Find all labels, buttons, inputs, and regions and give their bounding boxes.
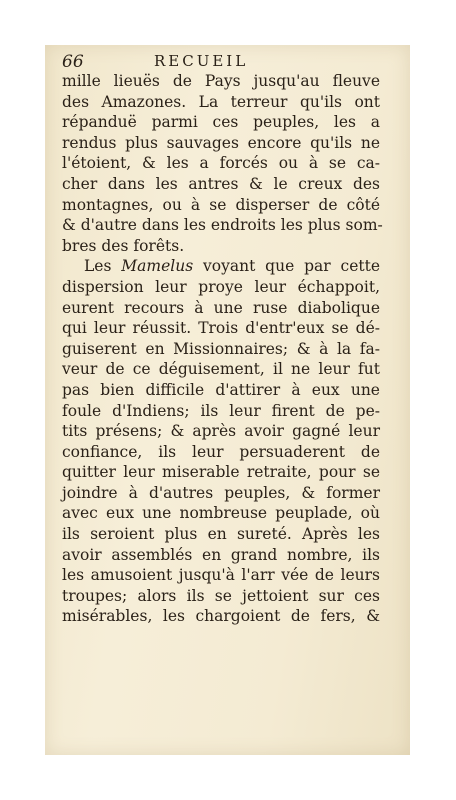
text-line: répanduë parmi ces peuples, les a: [62, 113, 380, 132]
text-line: les amusoient jusqu'à l'arr vée de leurs: [62, 566, 380, 585]
text-line: bres des forêts.: [62, 236, 185, 255]
italic-name: Mamelus: [121, 257, 194, 276]
first-word: Les: [84, 257, 112, 276]
paragraph-1: [62, 71, 383, 256]
text-block: [62, 71, 383, 627]
text-line: veur de ce déguisement, il ne leur fut: [62, 360, 380, 379]
text-line: des Amazones. La terreur qu'ils ont: [62, 92, 380, 111]
first-line-rest: voyant que par cette: [203, 257, 381, 276]
text-line: joindre à d'autres peuples, & former: [62, 483, 380, 502]
text-line: quitter leur miserable retraite, pour se: [62, 463, 380, 482]
text-line: qui leur réussit. Trois d'entr'eux se dé-: [62, 319, 380, 338]
text-line: dispersion leur proye leur échappoit,: [62, 277, 380, 296]
text-line: avec eux une nombreuse peuplade, où: [62, 504, 380, 523]
text-line: confiance, ils leur persuaderent de: [62, 442, 380, 461]
text-line: foule d'Indiens; ils leur firent de pe-: [62, 401, 380, 420]
text-line: troupes; alors ils se jettoient sur ces: [62, 586, 380, 605]
page-number: 66: [62, 52, 84, 72]
text-line: misérables, les chargoient de fers, &: [62, 607, 380, 626]
paragraph-2: [62, 256, 380, 627]
text-line: cher dans les antres & le creux des: [62, 174, 380, 193]
text-line: l'étoient, & les a forcés ou à se ca-: [62, 154, 380, 173]
running-head: RECUEIL: [154, 52, 249, 70]
text-line: avoir assemblés en grand nombre, ils: [62, 545, 380, 564]
text-line: guiserent en Missionnaires; & à la fa-: [62, 339, 380, 358]
text-line: [62, 256, 380, 277]
text-line: mille lieuës de Pays jusqu'au fleuve: [62, 72, 380, 90]
text-line: rendus plus sauvages encore qu'ils ne: [62, 133, 380, 152]
text-line: eurent recours à une ruse diabolique: [62, 298, 380, 317]
text-line: pas bien difficile d'attirer à eux une: [62, 380, 380, 399]
text-line: & d'autre dans les endroits les plus som-: [62, 216, 383, 235]
text-line: montagnes, ou à se disperser de côté: [62, 195, 380, 214]
text-line: tits présens; & après avoir gagné leur: [62, 422, 380, 441]
text-line: ils seroient plus en sureté. Après les: [62, 525, 380, 544]
